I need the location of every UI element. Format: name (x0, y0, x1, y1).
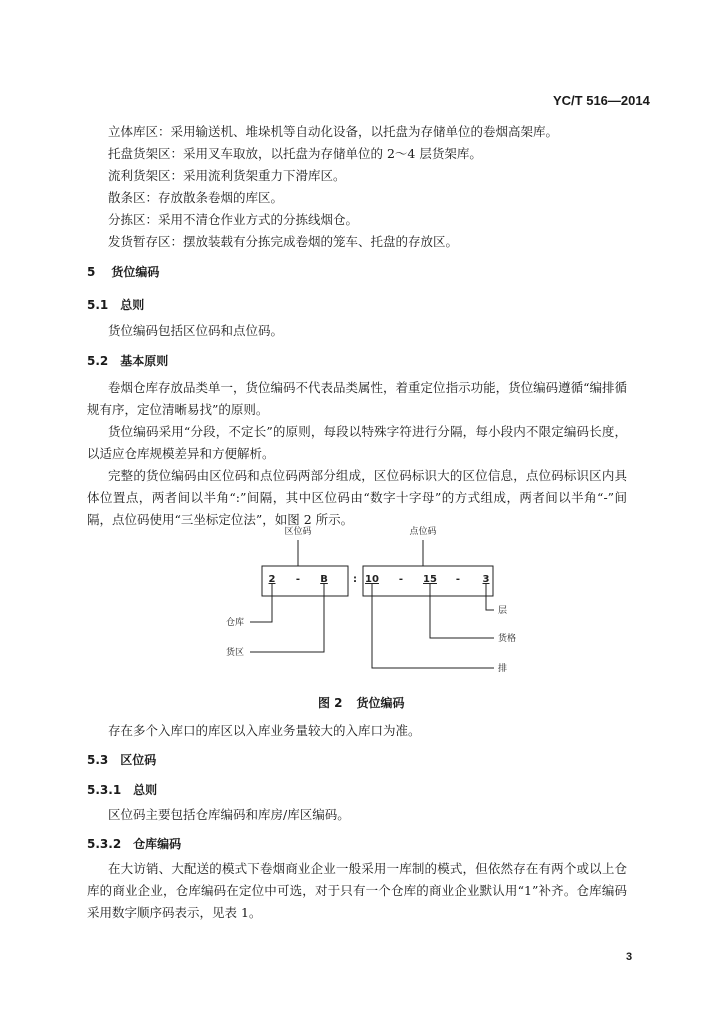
figure-title: 货位编码 (356, 696, 405, 710)
warehouse-label: 仓库 (225, 618, 244, 628)
after-figure-text: 存在多个入库口的库区以入库业务量较大的入库口为准。 (108, 723, 421, 738)
doc-code: YC/T 516—2014 (553, 93, 650, 108)
section-5-1-heading (87, 296, 144, 313)
section-title: 仓库编码 (133, 837, 182, 851)
row-code: 10 (365, 574, 379, 585)
zone-code-label: 区位码 (284, 527, 312, 537)
section-5-3-1-heading (87, 781, 157, 798)
section-5-2-para-1: 卷烟仓库存放品类单一，货位编码不代表品类属性，着重定位指示功能，货位编码遵循“编排循规有序，定位清晰易找”的原则。 (87, 380, 627, 417)
page-number: 3 (626, 951, 633, 963)
definition-item: 散条区：存放散条卷烟的库区。 (108, 190, 284, 205)
definition-item: 托盘货架区：采用叉车取放，以托盘为存储单位的 2～4 层货架库。 (108, 146, 482, 161)
point-code-dash: - (398, 574, 404, 585)
area-code: B (320, 574, 328, 585)
section-5-2-para-2: 货位编码采用“分段，不定长”的原则，每段以特殊字符进行分隔，每小段内不限定编码长度，以适应仓库规模差异和方便解析。 (87, 424, 627, 461)
figure-caption (318, 694, 405, 711)
section-number: 5.3.1 (87, 783, 122, 797)
section-title: 货位编码 (111, 265, 160, 279)
section-number: 5.3.2 (87, 837, 122, 851)
point-code-dash: - (455, 574, 461, 585)
section-5-2-para-3: 完整的货位编码由区位码和点位码两部分组成，区位码标识大的区位信息，点位码标识区内具体位置点，两者间以半角“:”间隔，其中区位码由“数字十字母”的方式组成，两者间以半角“-”间隔，点位码使用“三坐标定位法”，如图 2 所示。 (87, 468, 627, 527)
definition-item: 分拣区：采用不清仓作业方式的分拣线烟仓。 (108, 212, 359, 227)
section-5-3-heading (87, 751, 156, 768)
cell-code: 15 (423, 574, 437, 585)
section-number: 5.2 (87, 354, 109, 368)
section-title: 总则 (120, 298, 145, 312)
row-label: 排 (498, 664, 508, 674)
definition-item: 流利货架区：采用流利货架重力下滑库区。 (108, 168, 346, 183)
area-label: 货区 (225, 648, 244, 658)
layer-code: 3 (482, 574, 490, 585)
section-5-heading (87, 263, 159, 280)
cell-label: 货格 (498, 634, 517, 644)
section-number: 5.3 (87, 753, 109, 767)
section-title: 区位码 (120, 753, 157, 767)
definition-item: 发货暂存区：摆放装载有分拣完成卷烟的笼车、托盘的存放区。 (108, 234, 459, 249)
definition-item: 立体库区：采用输送机、堆垛机等自动化设备，以托盘为存储单位的卷烟高架库。 (108, 124, 559, 139)
section-5-3-2-heading (87, 835, 181, 852)
section-title: 总则 (133, 783, 158, 797)
section-number: 5.1 (87, 298, 109, 312)
section-5-3-1-text: 区位码主要包括仓库编码和库房/库区编码。 (108, 807, 350, 822)
section-number: 5 (87, 265, 96, 279)
zone-code-dash: - (295, 574, 301, 585)
colon-separator: : (353, 574, 357, 585)
figure-number: 图 2 (318, 696, 343, 710)
section-5-2-heading (87, 352, 168, 369)
location-code-figure (200, 522, 530, 682)
point-code-label: 点位码 (409, 527, 437, 537)
layer-label: 层 (498, 606, 508, 616)
warehouse-code: 2 (268, 574, 276, 585)
section-5-3-2-text: 在大访销、大配送的模式下卷烟商业企业一般采用一库制的模式，但依然存在有两个或以上仓库的商业企业，仓库编码在定位中可选，对于只有一个仓库的商业企业默认用“1”补齐。仓库编码采用数字顺序码表示，见表 1。 (87, 861, 627, 920)
section-5-1-text: 货位编码包括区位码和点位码。 (108, 323, 284, 338)
section-title: 基本原则 (120, 354, 169, 368)
